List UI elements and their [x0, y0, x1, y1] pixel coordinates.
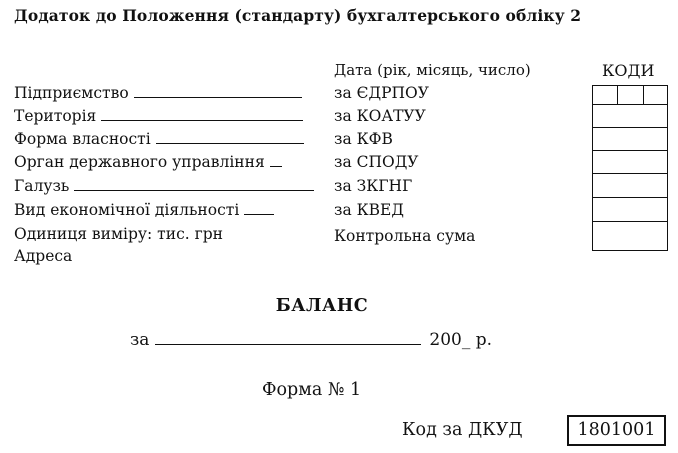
code-label-zkgng: за ЗКГНГ — [334, 177, 413, 195]
code-cell-kfv[interactable] — [593, 151, 667, 174]
period-prefix: за — [130, 330, 150, 350]
code-label-spodu: за СПОДУ — [334, 153, 419, 171]
code-cell-kved[interactable] — [593, 222, 667, 249]
period-suffix: 200_ р. — [429, 330, 493, 350]
ownership-blank-line[interactable] — [156, 131, 304, 144]
period-blank-line[interactable] — [155, 332, 421, 345]
code-cell-divider — [617, 86, 618, 104]
row-label-activity: Вид економічної діяльності — [14, 201, 274, 219]
row-label-unit: Одиниця виміру: тис. грн — [14, 225, 223, 243]
dkud-code-box: 1801001 — [567, 415, 666, 446]
row-label-address: Адреса — [14, 247, 73, 265]
dkud-label: Код за ДКУД — [402, 420, 523, 440]
activity-blank-line[interactable] — [244, 202, 274, 215]
code-label-checksum: Контрольна сума — [334, 227, 476, 245]
enterprise-blank-line[interactable] — [134, 85, 302, 98]
form-number: Форма № 1 — [262, 380, 362, 400]
document-title: БАЛАНС — [275, 296, 369, 316]
period-line — [130, 330, 492, 350]
code-cell-spodu[interactable] — [593, 174, 667, 198]
row-label-gov-body: Орган державного управління — [14, 153, 282, 171]
row-label-ownership: Форма власності — [14, 130, 304, 148]
date-column-title: Дата (рік, місяць, число) — [334, 61, 531, 79]
document-header: Додаток до Положення (стандарту) бухгалтерського обліку 2 — [14, 6, 582, 25]
code-label-kfv: за КФВ — [334, 130, 393, 148]
gov-body-blank-line[interactable] — [270, 154, 282, 167]
code-label-edrpou: за ЄДРПОУ — [334, 84, 429, 102]
row-label-industry: Галузь — [14, 177, 314, 195]
code-cell-divider — [643, 86, 644, 104]
code-cell-zkgng[interactable] — [593, 198, 667, 222]
code-cell-date[interactable] — [593, 86, 667, 105]
codes-column-title: КОДИ — [602, 61, 655, 80]
code-cell-edrpou[interactable] — [593, 105, 667, 128]
code-label-koatuu: за КОАТУУ — [334, 107, 426, 125]
row-label-territory: Територія — [14, 107, 303, 125]
code-cell-koatuu[interactable] — [593, 128, 667, 151]
territory-blank-line[interactable] — [101, 108, 303, 121]
row-label-enterprise: Підприємство — [14, 84, 302, 102]
codes-table — [592, 85, 668, 251]
industry-blank-line[interactable] — [74, 178, 314, 191]
code-label-kved: за КВЕД — [334, 201, 404, 219]
